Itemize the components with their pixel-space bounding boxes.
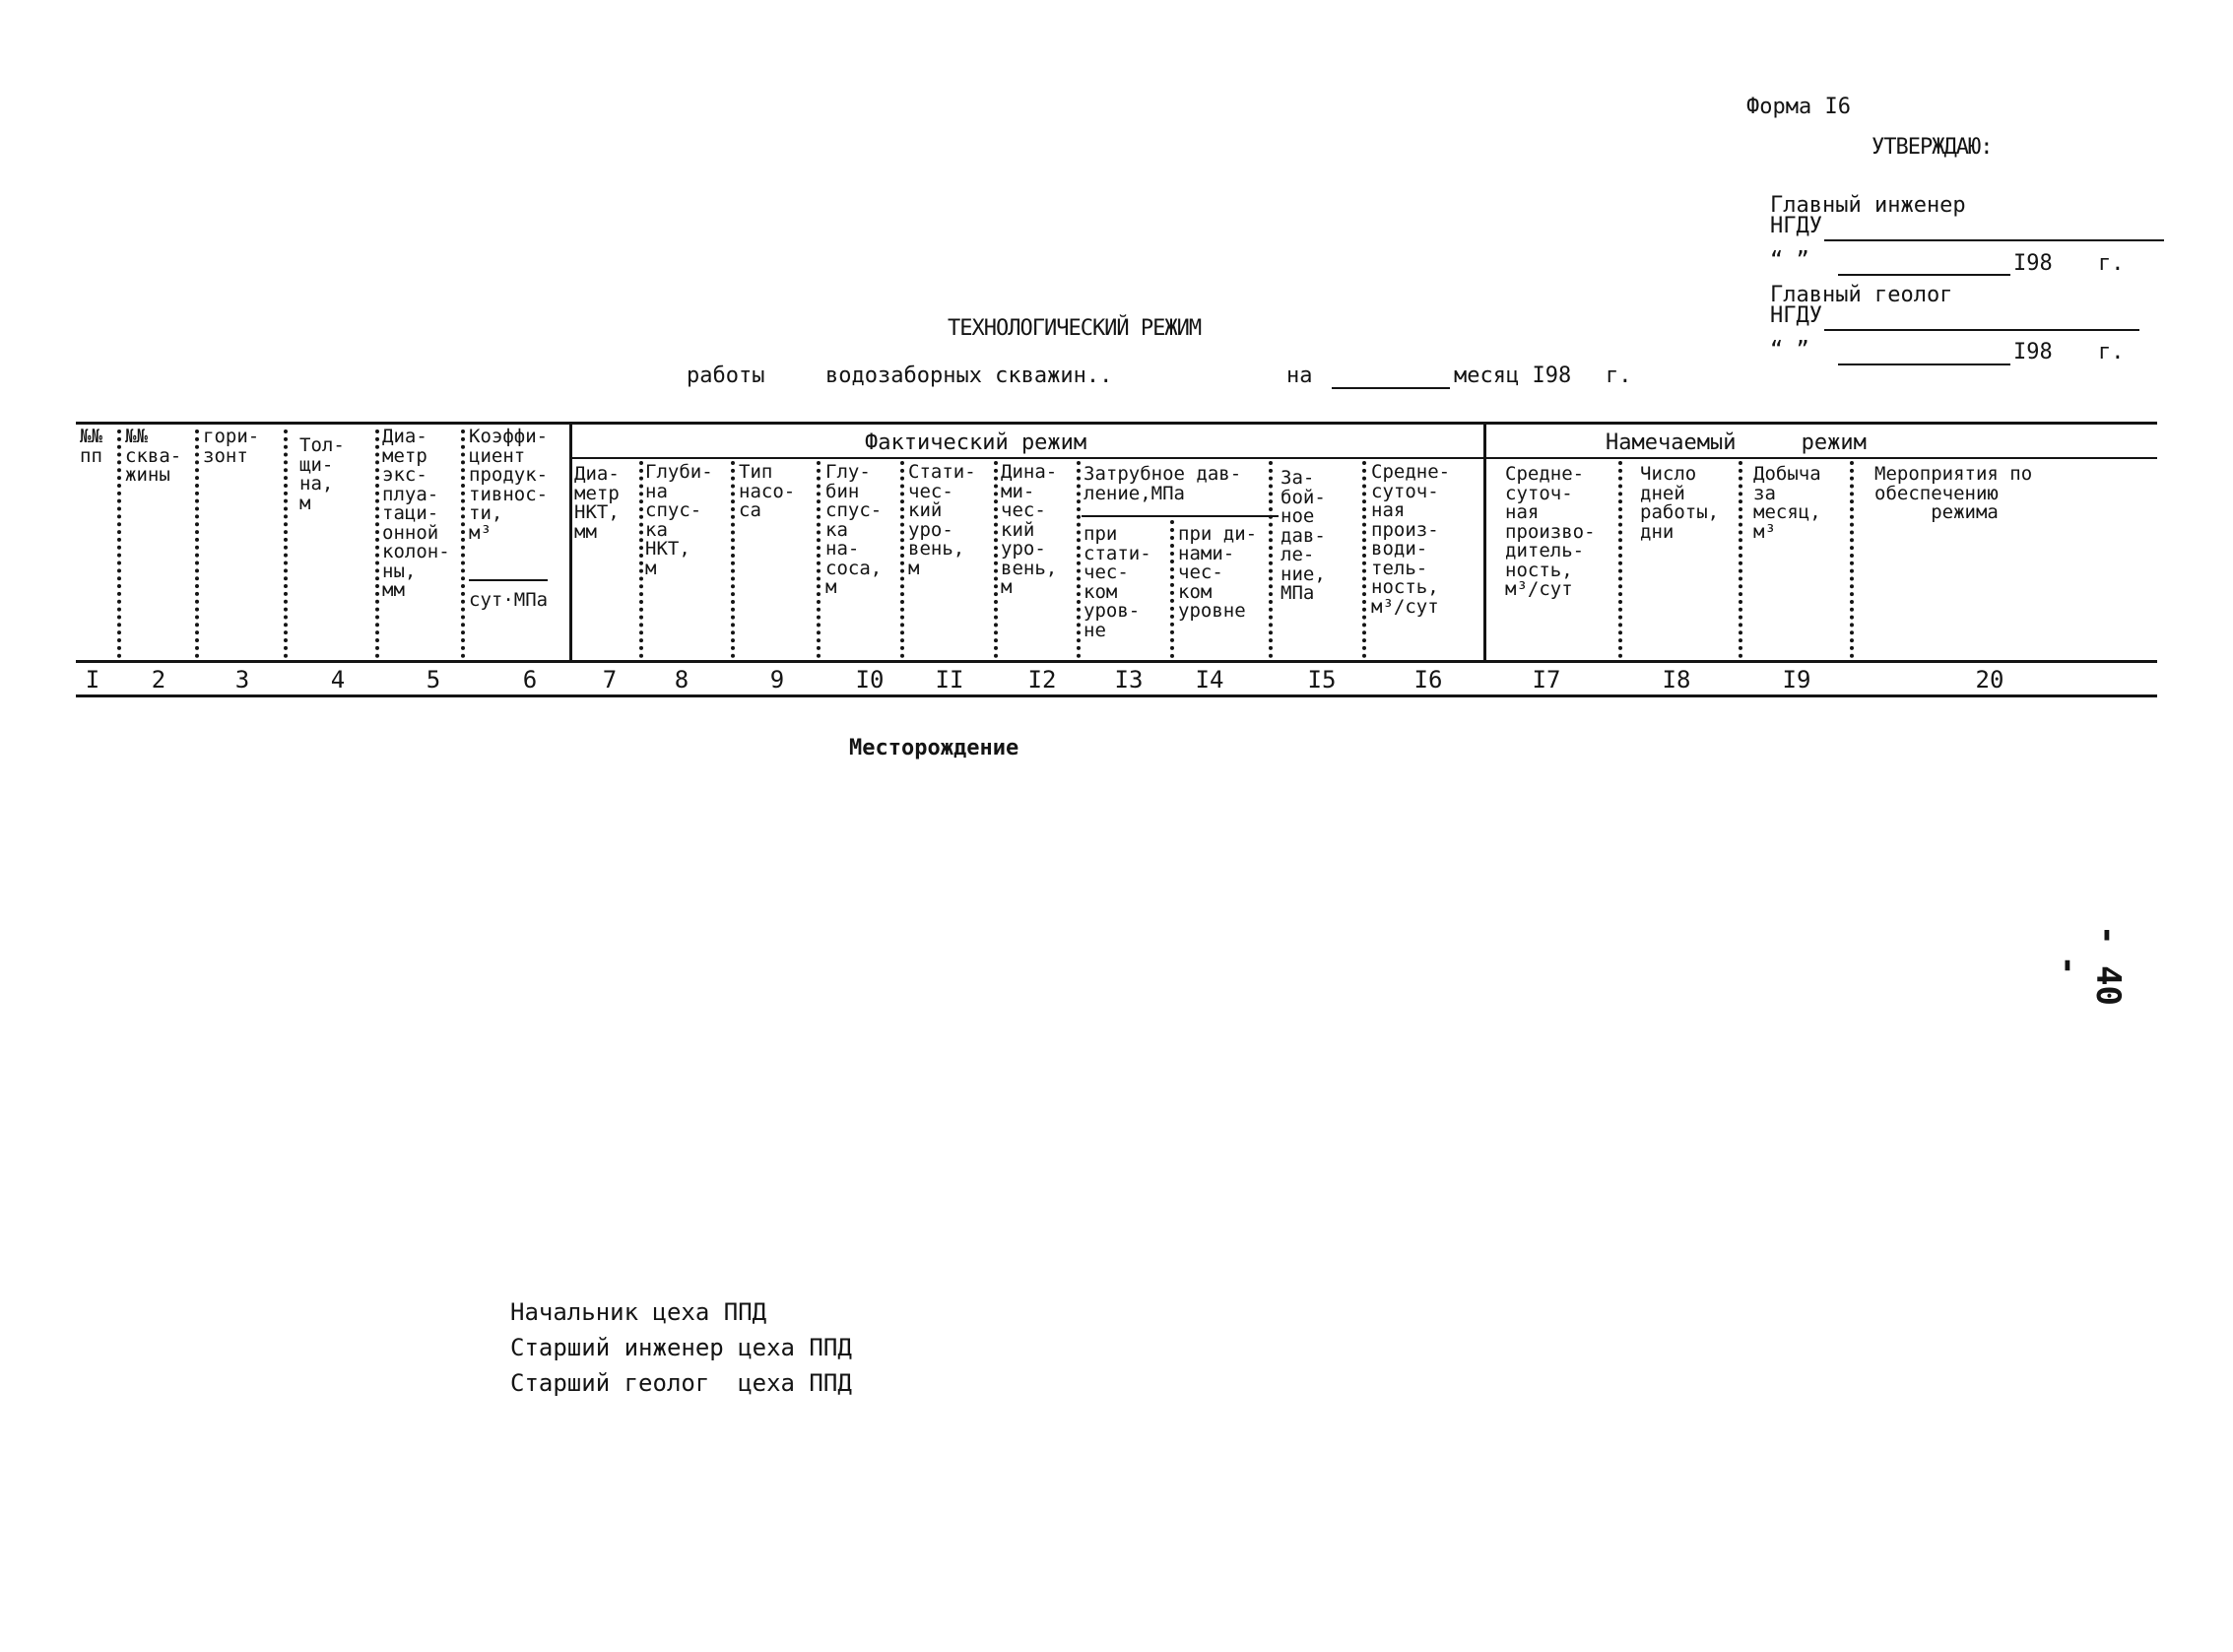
col-number-2: 2 (151, 666, 166, 694)
col-number-19: I9 (1782, 666, 1811, 694)
chief-geologist-label: Главный геолог (1770, 283, 1953, 307)
chief-engineer-year-suffix: г. (2098, 251, 2125, 276)
group-actual-header: Фактический режим (865, 430, 1087, 455)
chief-geologist-year-suffix: г. (2098, 340, 2125, 364)
chief-engineer-year: I98 (2013, 251, 2053, 276)
col-number-13: I3 (1114, 666, 1144, 694)
chief-engineer-date-blank (1838, 274, 2010, 276)
sep-5 (461, 430, 465, 658)
c6-fraction-rule (469, 579, 548, 581)
sep-12 (1077, 461, 1081, 658)
signature-senior-engineer: Старший инженер цеха ППД (510, 1334, 852, 1361)
chief-engineer-label: Главный инженер (1770, 193, 1966, 218)
sep-2 (195, 430, 199, 658)
month-blank (1332, 387, 1450, 389)
col-header-1: №№ пп (80, 426, 102, 467)
col-number-4: 4 (330, 666, 346, 694)
col-number-11: II (935, 666, 964, 694)
col-header-15: За- бой- ное дав- ле- ние, МПа (1281, 467, 1326, 604)
sep-1 (117, 430, 121, 658)
sep-4 (375, 430, 379, 658)
sep-15 (1362, 461, 1366, 658)
col-number-5: 5 (426, 666, 441, 694)
col-header-6-unit: сут·МПа (469, 589, 549, 611)
col-number-6: 6 (522, 666, 538, 694)
col-header-13: при стати- чес- ком уров- не (1084, 523, 1151, 641)
col-header-19: Добыча за месяц, м³ (1753, 463, 1821, 543)
col-number-15: I5 (1307, 666, 1337, 694)
sep-3 (284, 430, 288, 658)
signature-senior-geologist: Старший геолог цеха ППД (510, 1369, 852, 1397)
col-header-3: гори- зонт (203, 426, 260, 467)
col-header-9: Тип насо- са (739, 461, 796, 521)
col-number-16: I6 (1413, 666, 1443, 694)
col-header-17: Средне- суточ- ная произво- дитель- ность, м³/сут (1505, 463, 1596, 600)
col-header-5: Диа- метр экс- плуа- таци- онной колон- ны, мм (382, 426, 450, 601)
col-header-18: Число дней работы, дни (1640, 463, 1720, 543)
sep-9 (817, 461, 821, 658)
col-number-1: I (85, 666, 100, 694)
sep-11 (994, 461, 998, 658)
signature-shop-head: Начальник цеха ППД (510, 1298, 767, 1326)
col-header-10: Глу- бин спус- ка на- соса, м (825, 461, 883, 598)
col-number-7: 7 (602, 666, 618, 694)
col-header-13-14: Затрубное дав- ление,МПа (1084, 463, 1242, 504)
doc-sub-g: г. (1606, 363, 1632, 388)
chief-engineer-blank (1824, 239, 2164, 241)
col-number-17: I7 (1532, 666, 1561, 694)
sep-19 (1850, 461, 1854, 658)
table-top-rule (76, 422, 2157, 425)
table-header-bottom-rule (76, 660, 2157, 663)
col-number-20: 20 (1975, 666, 2004, 694)
col-number-10: I0 (855, 666, 885, 694)
chief-geologist-org: НГДУ (1770, 303, 1822, 328)
col-header-20: Мероприятия по обеспечению режима (1874, 463, 2033, 523)
doc-sub-on: на (1286, 363, 1313, 388)
col-number-12: I2 (1027, 666, 1057, 694)
doc-sub-work: работы (687, 363, 765, 388)
chief-geologist-blank (1824, 329, 2139, 331)
col-header-2: №№ сква- жины (125, 426, 182, 486)
doc-sub-month: месяц I98 (1454, 363, 1572, 388)
sep-planned-left (1483, 422, 1486, 662)
table-number-bottom-rule (76, 694, 2157, 697)
sep-14 (1269, 461, 1273, 658)
sep-13 (1170, 520, 1174, 658)
sep-actual-left (569, 422, 572, 662)
sep-10 (900, 461, 904, 658)
col-header-16: Средне- суточ- ная произ- води- тель- ность, м³/сут (1371, 461, 1451, 618)
sep-8 (731, 461, 735, 658)
chief-engineer-quotes: “ ” (1770, 248, 1809, 273)
form-label: Форма I6 (1746, 95, 1851, 119)
col-number-3: 3 (234, 666, 250, 694)
approve-title: УТВЕРЖДАЮ: (1872, 135, 1993, 160)
col-number-18: I8 (1662, 666, 1691, 694)
chief-geologist-quotes: “ ” (1770, 338, 1809, 363)
doc-sub-wells: водозаборных скважин.. (825, 363, 1113, 388)
chief-geologist-year: I98 (2013, 340, 2053, 364)
col-number-9: 9 (769, 666, 785, 694)
group-planned-header: Намечаемый режим (1606, 430, 1867, 455)
group-sub-rule (571, 457, 2157, 459)
col-header-8: Глуби- на спус- ка НКТ, м (645, 461, 713, 579)
col-header-12: Дина- ми- чес- кий уро- вень, м (1001, 461, 1058, 598)
field-label: Месторождение (849, 736, 1019, 760)
sep-18 (1739, 461, 1742, 658)
chief-engineer-org: НГДУ (1770, 214, 1822, 238)
annulus-sub-rule (1082, 515, 1279, 517)
col-header-14: при ди- нами- чес- ком уровне (1178, 523, 1258, 622)
col-header-7: Диа- метр НКТ, мм (574, 463, 620, 543)
chief-geologist-date-blank (1838, 363, 2010, 365)
page-number: - 40 - (2049, 925, 2128, 1006)
col-header-4: Тол- щи- на, м (299, 434, 345, 514)
doc-title: ТЕХНОЛОГИЧЕСКИЙ РЕЖИМ (948, 316, 1202, 341)
col-header-6: Коэффи- циент продук- тивнос- ти, м³ (469, 426, 549, 544)
sep-7 (639, 461, 643, 658)
col-number-8: 8 (674, 666, 690, 694)
col-number-14: I4 (1195, 666, 1224, 694)
col-header-11: Стати- чес- кий уро- вень, м (908, 461, 976, 579)
sep-17 (1618, 461, 1622, 658)
